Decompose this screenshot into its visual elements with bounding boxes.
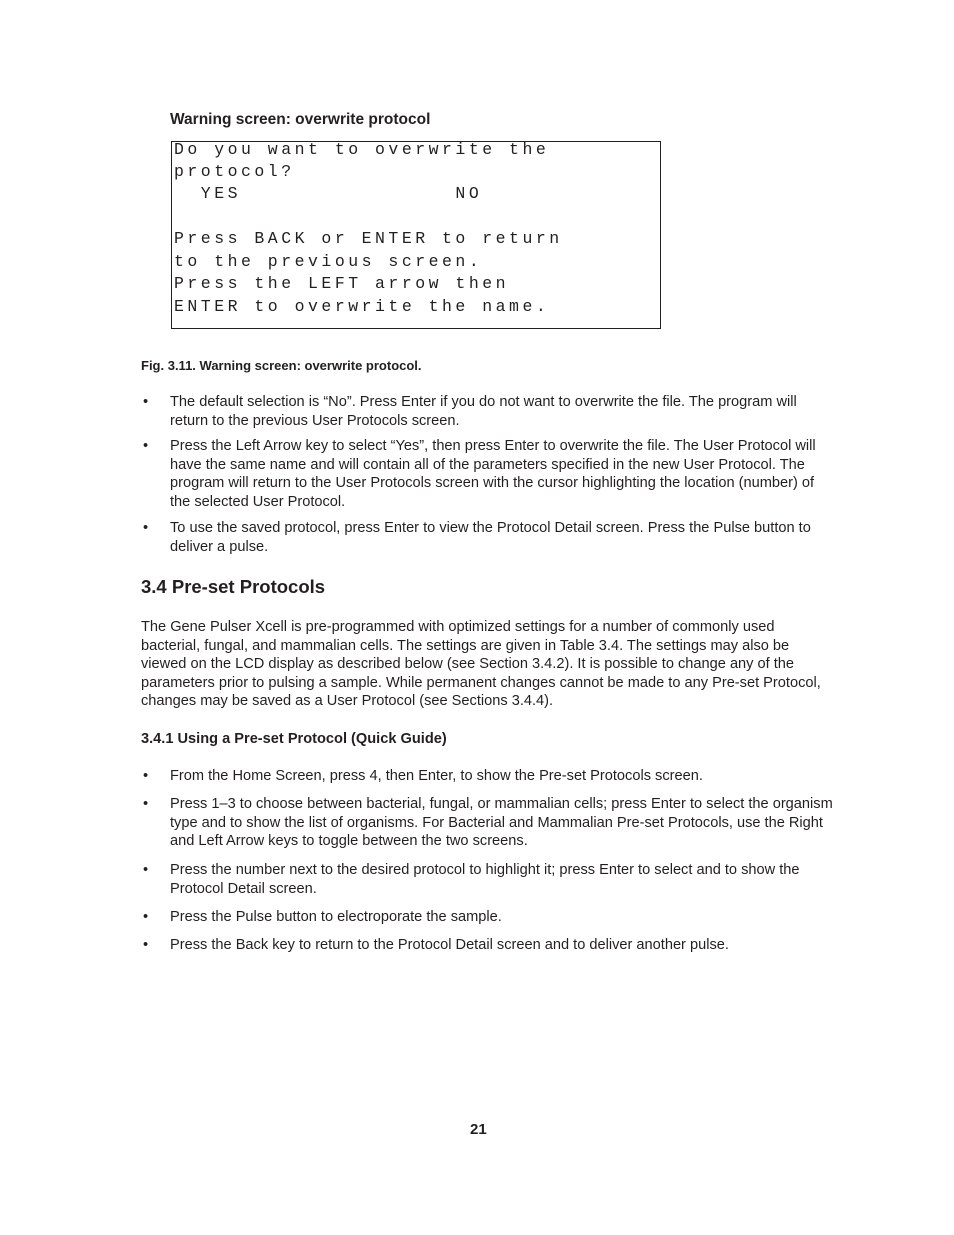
bullet-marker: •: [143, 796, 149, 812]
bullet-marker: •: [143, 937, 149, 953]
lcd-line: YES NO: [174, 184, 483, 203]
figure-caption: Fig. 3.11. Warning screen: overwrite protocol.: [141, 358, 422, 373]
lcd-line: Press BACK or ENTER to return: [174, 229, 563, 248]
list-item-text: Press the Left Arrow key to select “Yes”, then press Enter to overwrite the file. The User Protocol will have the same name and will contain all of the parameters specified in the new User Protocol. The program will return to the User Protocols screen with the cursor highlighting the location (number) of the selected User Protocol.: [170, 438, 816, 510]
page-number: 21: [470, 1121, 487, 1138]
figure-heading: Warning screen: overwrite protocol: [170, 111, 431, 128]
bullet-marker: •: [143, 394, 149, 410]
list-item-text: Press the Back key to return to the Protocol Detail screen and to deliver another pulse.: [170, 937, 729, 953]
subsection-heading: 3.4.1 Using a Pre-set Protocol (Quick Guide): [141, 731, 447, 747]
lcd-line: Do you want to overwrite the: [174, 140, 550, 159]
lcd-line: Press the LEFT arrow then: [174, 274, 510, 293]
lcd-line: protocol?: [174, 162, 295, 181]
list-item-text: Press 1–3 to choose between bacterial, fungal, or mammalian cells; press Enter to select the organism type and to show the list of organisms. For Bacterial and Mammalian Pre-set Protocols, use the Right and Left Arrow keys to toggle between the two screens.: [170, 796, 833, 849]
lcd-line: ENTER to overwrite the name.: [174, 297, 550, 316]
bullet-marker: •: [143, 862, 149, 878]
section-paragraph: The Gene Pulser Xcell is pre-programmed with optimized settings for a number of commonly used bacterial, fungal, and mammalian cells. The settings are given in Table 3.4. The settings may also be viewed on the LCD display as described below (see Section 3.4.2). It is possible to change any of the parameters prior to pulsing a sample. While permanent changes cannot be made to any Pre-set Protocol, changes may be saved as a User Protocol (see Sections 3.4.4).: [141, 619, 821, 709]
bullet-marker: •: [143, 768, 149, 784]
lcd-screen: [171, 141, 661, 329]
bullet-marker: •: [143, 520, 149, 536]
bullet-marker: •: [143, 909, 149, 925]
lcd-line: to the previous screen.: [174, 252, 483, 271]
section-heading: 3.4 Pre-set Protocols: [141, 576, 326, 597]
list-item-text: Press the number next to the desired protocol to highlight it; press Enter to select and to show the Protocol Detail screen.: [170, 862, 800, 897]
bullet-marker: •: [143, 438, 149, 454]
list-item-text: The default selection is “No”. Press Enter if you do not want to overwrite the file. The program will return to the previous User Protocols screen.: [170, 394, 797, 429]
list-item-text: To use the saved protocol, press Enter to view the Protocol Detail screen. Press the Pulse button to deliver a pulse.: [170, 520, 811, 555]
list-item-text: Press the Pulse button to electroporate the sample.: [170, 909, 502, 925]
list-item-text: From the Home Screen, press 4, then Enter, to show the Pre-set Protocols screen.: [170, 768, 703, 784]
